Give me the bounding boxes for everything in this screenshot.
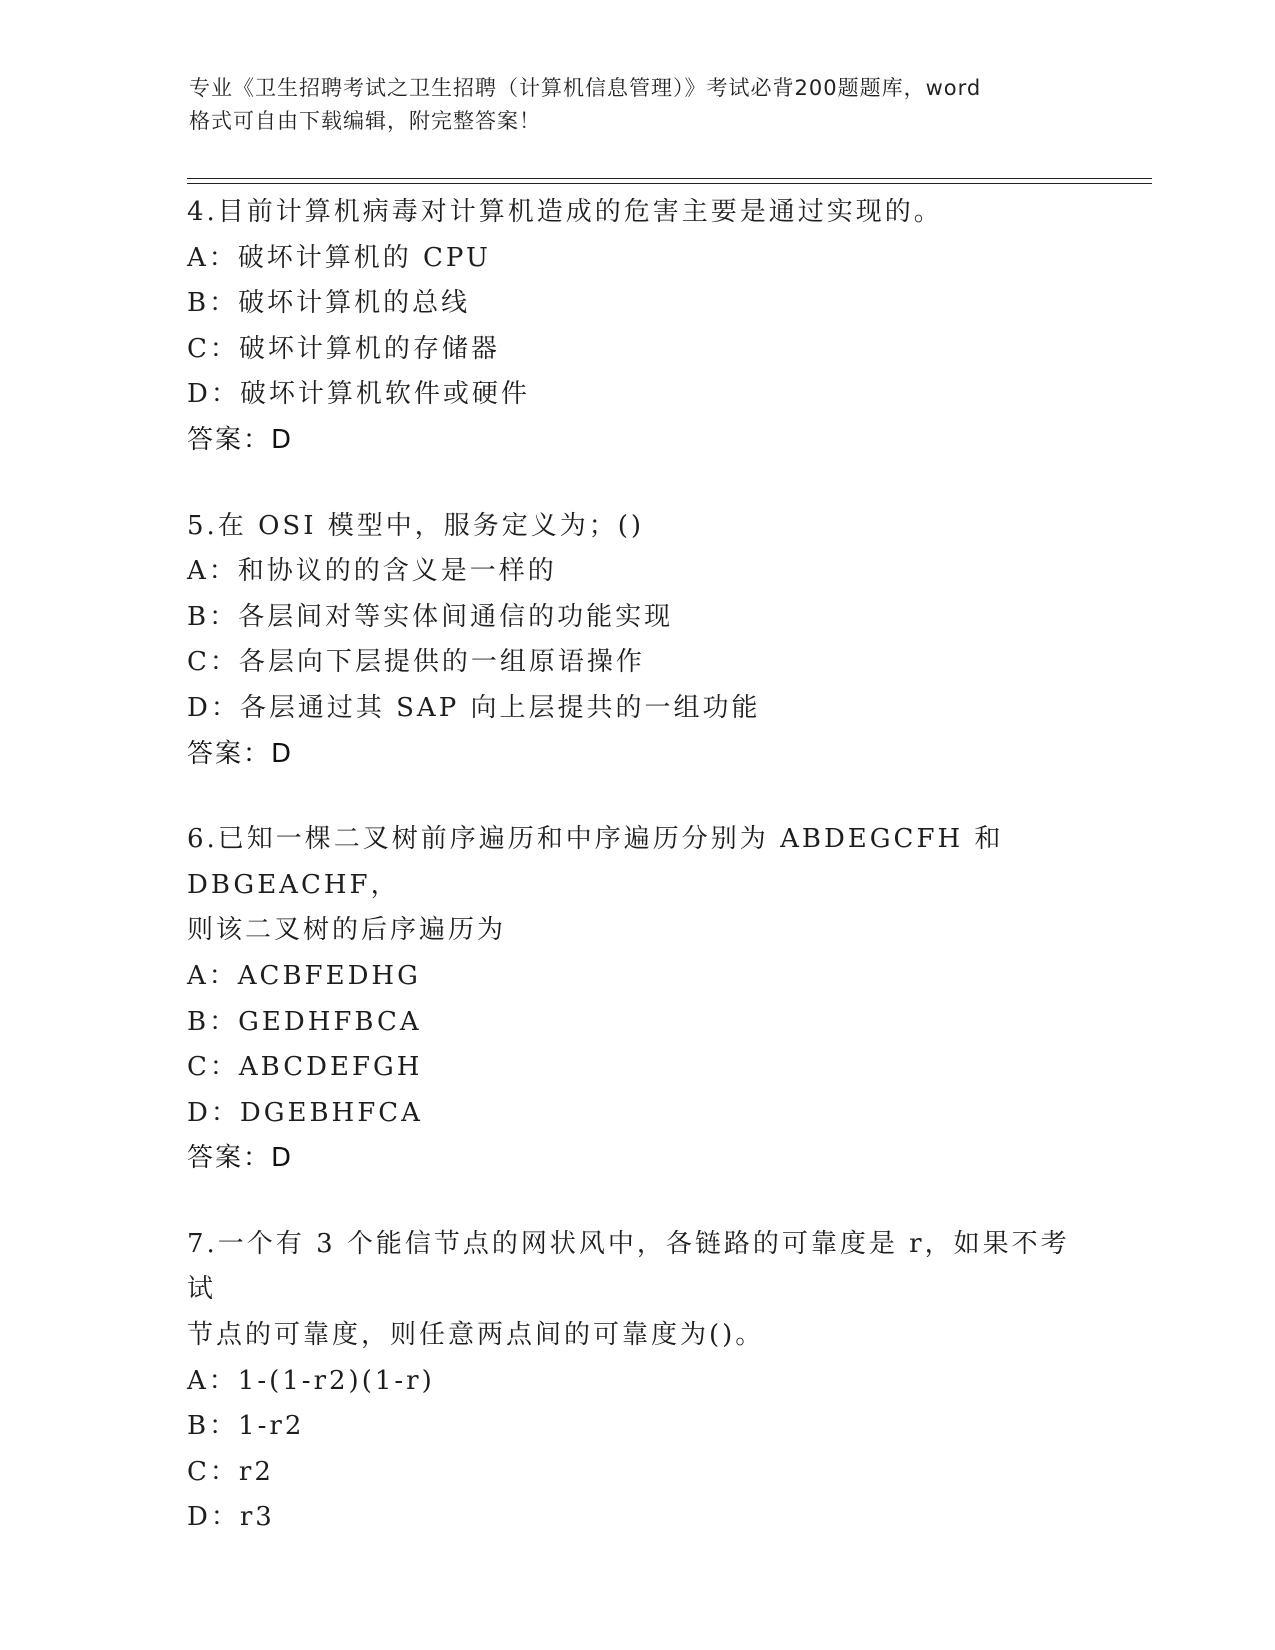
option-b: B：各层间对等实体间通信的功能实现 <box>187 601 674 632</box>
header-line-2: 格式可自由下载编辑，附完整答案！ <box>189 109 541 133</box>
question-6 <box>187 817 1087 1182</box>
option-b: B：1-r2 <box>187 1411 305 1442</box>
option-c: C：ABCDEFGH <box>187 1052 423 1083</box>
option-c: C：各层向下层提供的一组原语操作 <box>187 647 645 678</box>
question-list <box>187 190 1087 1581</box>
question-stem-line-1: 6.已知一棵二叉树前序遍历和中序遍历分别为 ABDEGCFH 和 DBGEACHF， <box>187 824 1015 900</box>
question-stem-line-2: 则该二叉树的后序遍历为 <box>187 915 507 946</box>
answer-label: 答案：D <box>187 738 294 769</box>
question-stem-line-2: 节点的可靠度，则任意两点间的可靠度为()。 <box>187 1320 765 1351</box>
option-d: D：各层通过其 SAP 向上层提共的一组功能 <box>187 692 761 723</box>
option-c: C：r2 <box>187 1456 274 1487</box>
question-stem: 5.在 OSI 模型中，服务定义为；() <box>187 510 645 541</box>
header-line-1: 专业《卫生招聘考试之卫生招聘（计算机信息管理）》考试必背200题题库，word <box>189 76 982 100</box>
option-a: A：和协议的的含义是一样的 <box>187 556 557 587</box>
option-d: D：r3 <box>187 1502 275 1533</box>
question-stem: 4.目前计算机病毒对计算机造成的危害主要是通过实现的。 <box>187 197 943 227</box>
option-a: A：破坏计算机的 CPU <box>187 242 491 273</box>
option-d: D：破坏计算机软件或硬件 <box>187 379 530 410</box>
option-d: D：DGEBHFCA <box>187 1097 423 1128</box>
header-divider-bottom <box>187 183 1152 184</box>
option-a: A：ACBFEDHG <box>187 960 421 991</box>
question-7 <box>187 1222 1087 1541</box>
question-stem-line-1: 7.一个有 3 个能信节点的网状风中，各链路的可靠度是 r，如果不考试 <box>187 1228 1070 1305</box>
option-a: A：1-(1-r2)(1-r) <box>187 1365 435 1396</box>
option-c: C：破坏计算机的存储器 <box>187 333 500 364</box>
option-b: B：破坏计算机的总线 <box>187 288 471 319</box>
answer-label: 答案：D <box>187 1143 294 1174</box>
answer-label: 答案：D <box>187 424 294 455</box>
option-b: B：GEDHFBCA <box>187 1006 422 1037</box>
question-4 <box>187 190 1087 464</box>
document-header <box>189 72 1089 138</box>
question-5 <box>187 504 1087 778</box>
header-divider-top <box>187 178 1152 179</box>
